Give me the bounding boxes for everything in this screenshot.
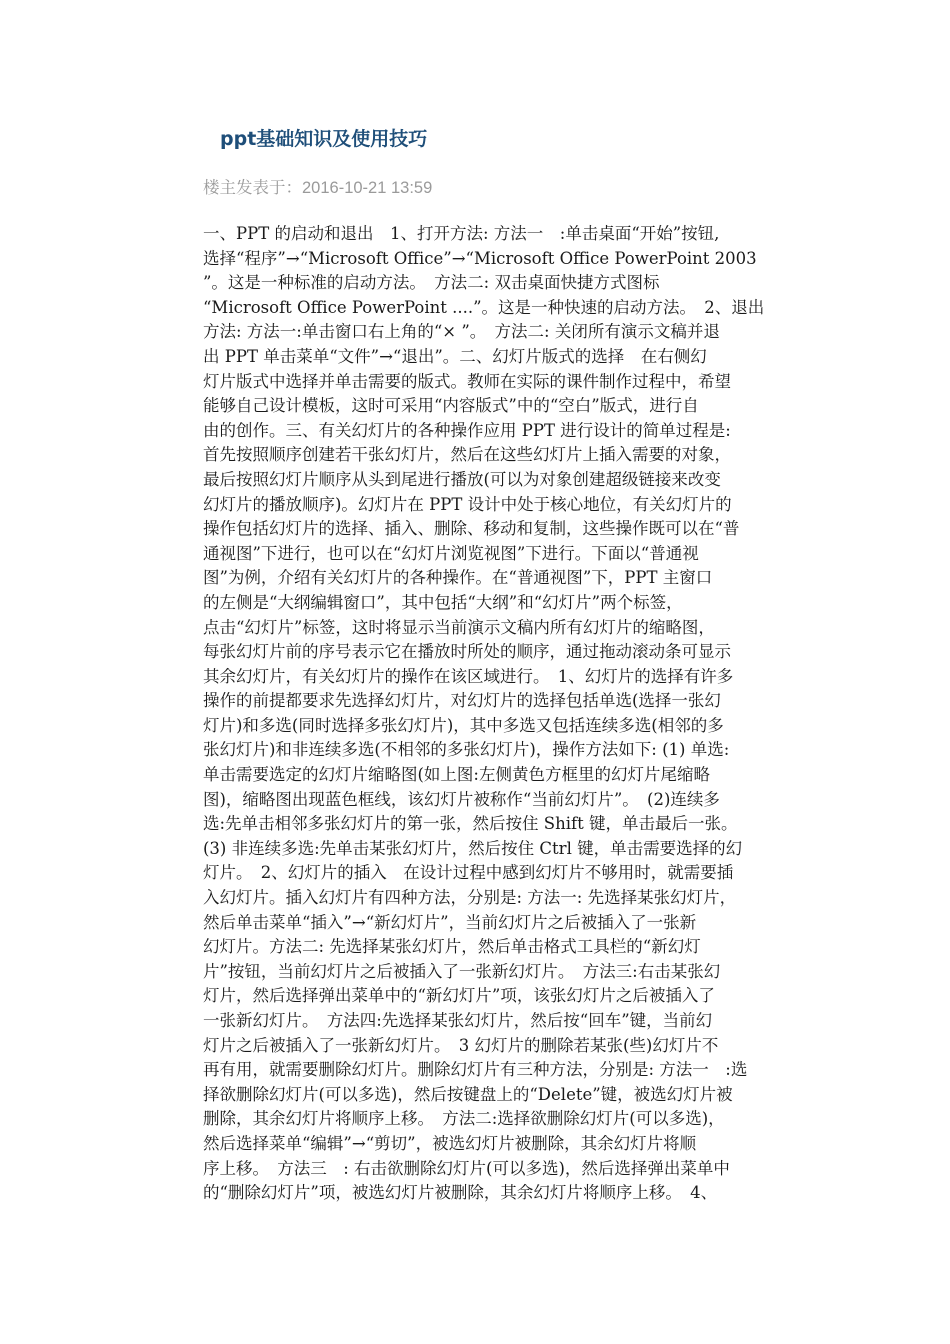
body-line: 幻灯片的播放顺序)。幻灯片在 PPT 设计中处于核心地位，有关幻灯片的 bbox=[203, 494, 732, 514]
body-line: 删除，其余幻灯片将顺序上移。 方法二:选择欲删除幻灯片(可以多选)， bbox=[203, 1109, 725, 1129]
body-line: 序上移。 方法三 : 右击欲删除幻灯片(可以多选)，然后选择弹出菜单中 bbox=[203, 1158, 730, 1178]
body-line: 选择“程序”→“Microsoft Office”→“Microsoft Office PowerPoint 2003 bbox=[203, 248, 757, 268]
body-line: ”。这是一种标准的启动方法。 方法二: 双击桌面快捷方式图标 bbox=[203, 273, 660, 293]
document-body bbox=[203, 222, 809, 1206]
body-line: (3) 非连续多选:先单击某张幻灯片，然后按住 Ctrl 键，单击需要选择的幻 bbox=[203, 838, 743, 858]
body-line: 图”为例，介绍有关幻灯片的各种操作。在“普通视图”下，PPT 主窗口 bbox=[203, 568, 713, 588]
body-line: 择欲删除幻灯片(可以多选)，然后按键盘上的“Delete”键，被选幻灯片被 bbox=[203, 1084, 733, 1104]
body-line: 操作的前提都要求先选择幻灯片，对幻灯片的选择包括单选(选择一张幻 bbox=[203, 691, 721, 711]
body-line: 能够自己设计模板，这时可采用“内容版式”中的“空白”版式，进行自 bbox=[203, 396, 699, 416]
body-line: 其余幻灯片，有关幻灯片的操作在该区域进行。 1、幻灯片的选择有许多 bbox=[203, 666, 734, 686]
body-line: 每张幻灯片前的序号表示它在播放时所处的顺序，通过拖动滚动条可显示 bbox=[203, 642, 731, 662]
body-line: 操作包括幻灯片的选择、插入、删除、移动和复制，这些操作既可以在“普 bbox=[203, 519, 740, 539]
body-line: 出 PPT 单击菜单“文件”→“退出”。二、幻灯片版式的选择 在右侧幻 bbox=[203, 346, 707, 366]
body-line: 然后单击菜单“插入”→“新幻灯片”，当前幻灯片之后被插入了一张新 bbox=[203, 912, 697, 932]
body-line: 张幻灯片)和非连续多选(不相邻的多张幻灯片)，操作方法如下: (1) 单选: bbox=[203, 740, 730, 760]
body-line: 首先按照顺序创建若干张幻灯片，然后在这些幻灯片上插入需要的对象， bbox=[203, 445, 731, 465]
body-line: 单击需要选定的幻灯片缩略图(如上图:左侧黄色方框里的幻灯片尾缩略 bbox=[203, 765, 710, 785]
body-line: 灯片之后被插入了一张新幻灯片。 3 幻灯片的删除若某张(些)幻灯片不 bbox=[203, 1035, 719, 1055]
body-line: 再有用，就需要删除幻灯片。删除幻灯片有三种方法，分别是: 方法一 :选 bbox=[203, 1060, 748, 1080]
body-line: 片”按钮，当前幻灯片之后被插入了一张新幻灯片。 方法三:右击某张幻 bbox=[203, 961, 721, 981]
body-line: 灯片。 2、幻灯片的插入 在设计过程中感到幻灯片不够用时，就需要插 bbox=[203, 863, 734, 883]
post-meta: 楼主发表于：2016-10-21 13:59 bbox=[203, 179, 433, 197]
body-line: 然后选择菜单“编辑”→“剪切”，被选幻灯片被删除，其余幻灯片将顺 bbox=[203, 1133, 697, 1153]
body-line: 最后按照幻灯片顺序从头到尾进行播放(可以为对象创建超级链接来改变 bbox=[203, 469, 721, 489]
body-line: 通视图”下进行，也可以在“幻灯片浏览视图”下进行。下面以“普通视 bbox=[203, 543, 699, 563]
body-line: 由的创作。三、有关幻灯片的各种操作应用 PPT 进行设计的简单过程是: bbox=[203, 420, 731, 440]
body-line: 一张新幻灯片。 方法四:先选择某张幻灯片，然后按“回车”键，当前幻 bbox=[203, 1011, 713, 1030]
body-line: 选:先单击相邻多张幻灯片的第一张，然后按住 Shift 键，单击最后一张。 bbox=[203, 814, 738, 834]
body-line: “Microsoft Office PowerPoint ....”。这是一种快速的启动方法。 2、退出 bbox=[203, 297, 765, 317]
body-line: 点击“幻灯片”标签，这时将显示当前演示文稿内所有幻灯片的缩略图， bbox=[203, 617, 715, 637]
body-line: 一、PPT 的启动和退出 1、打开方法: 方法一 :单击桌面“开始”按钮, bbox=[203, 224, 720, 243]
body-line: 灯片版式中选择并单击需要的版式。教师在实际的课件制作过程中，希望 bbox=[203, 371, 731, 391]
body-line: 灯片)和多选(同时选择多张幻灯片)，其中多选又包括连续多选(相邻的多 bbox=[203, 715, 724, 735]
body-line: 的左侧是“大纲编辑窗口”，其中包括“大纲”和“幻灯片”两个标签， bbox=[203, 592, 683, 612]
body-line: 的“删除幻灯片”项，被选幻灯片被删除，其余幻灯片将顺序上移。 4、 bbox=[203, 1183, 718, 1203]
body-line: 幻灯片。方法二: 先选择某张幻灯片，然后单击格式工具栏的“新幻灯 bbox=[203, 937, 701, 957]
body-line: 方法: 方法一:单击窗口右上角的“× ”。 方法二: 关闭所有演示文稿并退 bbox=[203, 322, 720, 342]
document-title: ppt基础知识及使用技巧 bbox=[220, 128, 428, 150]
body-line: 图)，缩略图出现蓝色框线，该幻灯片被称作“当前幻灯片”。 (2)连续多 bbox=[203, 789, 720, 809]
body-line: 灯片，然后选择弹出菜单中的“新幻灯片”项，该张幻灯片之后被插入了 bbox=[203, 986, 715, 1006]
body-line: 入幻灯片。插入幻灯片有四种方法，分别是: 方法一: 先选择某张幻灯片， bbox=[203, 888, 737, 908]
